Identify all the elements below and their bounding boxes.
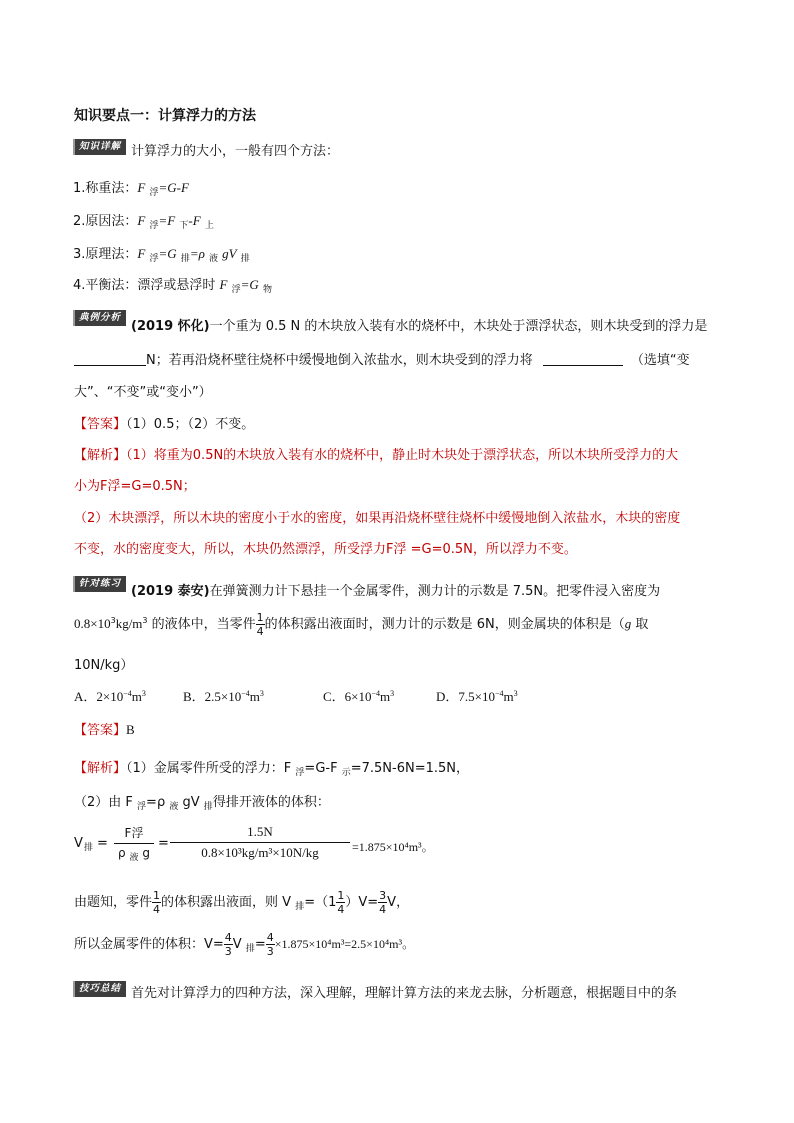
option-b-exp: −4 [241,689,250,698]
sub-pai: 排 [203,802,213,812]
option-c[interactable] [323,686,394,705]
sub-shi: 示 [341,768,351,778]
sub-pai: 排 [240,254,250,264]
sub-fu: 浮 [231,285,241,295]
method-4-label: 4.平衡法：漂浮或悬浮时 [73,278,216,293]
option-a-base: A．2×10 [74,689,124,704]
analysis-4-mid: ）V= [345,895,379,910]
frac-den: 3 [266,945,274,958]
example-line-1 [131,315,707,334]
practice-text-1: 在弹簧测力计下悬挂一个金属零件，测力计的示数是 7.5N。把零件浸入密度为 [209,584,661,599]
sub-fu: 浮 [149,188,159,198]
practice-text-2f: 取 [631,617,649,632]
sup-3: 3 [110,616,116,625]
frac-num: 1 [153,889,161,902]
example-text-1: 一个重为 0.5 N 的木块放入装有水的烧杯中，木块处于漂浮状态，则木块受到的浮力是 [209,319,708,334]
option-d-exp: −4 [494,689,504,698]
option-d-base: D．7.5×10 [436,689,495,704]
method-1-label: 1.称重法： [73,181,138,196]
frac-den: 3 [224,945,232,958]
analysis-2-eq: =ρ [146,795,166,810]
example-text-2-tail: （选填“变 [630,353,690,368]
analysis-2-text: （2）由 F [74,795,133,810]
analysis-4-text-1: 由题知，零件 [74,895,153,910]
sub-fu: 浮 [137,802,147,812]
formula-eq: = [97,836,108,851]
formula-result: =1.875×10⁴m³。 [352,840,434,854]
practice-source: (2019 泰安) [131,584,210,599]
answer-label: 【答案】 [74,417,127,432]
option-a-unit: m [131,689,142,704]
option-b-uexp: 3 [259,689,264,698]
frac-num: 4 [266,931,274,944]
symbol-F: F [219,277,228,292]
formula-frac-1-den [114,844,154,863]
sub-fu: 浮 [149,254,159,264]
sub-pai: 排 [245,944,255,954]
example-line-2 [74,349,690,368]
example-analysis-3: （2）木块漂浮，所以木块的密度小于水的密度，如果再沿烧杯壁往烧杯中缓慢地倒入浓盐水，木块的密度 [74,511,681,526]
method-3-formula-b: =ρ [189,246,205,261]
option-a[interactable] [74,686,146,705]
formula-frac-1-num: F浮 [114,824,154,844]
practice-density: 0.8×10 [74,616,111,631]
example-line-3: 大”、“不变”或“变小”） [74,385,212,400]
fraction-one-quarter-2 [152,890,161,915]
option-c-base: C．6×10 [323,689,372,704]
example-answer-text: （1）0.5；（2）不变。 [126,417,255,432]
example-analysis-4: 不变，水的密度变大，所以，木块仍然漂浮，所受浮力F浮 =G=0.5N，所以浮力不变。 [74,542,577,557]
symbol-g: g [142,846,150,860]
frac-num: 3 [379,889,387,902]
symbol-rho: ρ [118,846,126,860]
sub-wu: 物 [262,285,272,295]
frac-den: 4 [337,903,345,916]
tag-example-analysis: 典例分析 [73,310,126,326]
practice-analysis-5 [74,932,414,957]
tag-skill-summary: 技巧总结 [73,981,126,997]
option-b-base: B．2.5×10 [183,689,242,704]
method-1-formula: =G-F [158,180,189,195]
analysis-4-end: V， [387,895,410,910]
analysis-2-gv: gV [182,795,200,810]
analysis-1-eq: =G-F [304,761,338,776]
analysis-5-text: 所以金属零件的体积：V= [74,937,224,952]
example-source: (2019 怀化) [131,319,210,334]
analysis-label: 【解析】 [74,761,127,776]
practice-line-3: 10N/kg） [74,658,134,673]
frac-num: 4 [224,931,232,944]
example-text-2: N；若再沿烧杯壁往烧杯中缓慢地倒入浓盐水，则木块受到的浮力将 [146,353,533,368]
section-heading: 知识要点一：计算浮力的方法 [74,108,256,124]
practice-text-2d: 的体积露出液面时，测力计的示数是 6N，则金属块的体积是（ [264,617,625,632]
frac-den: 4 [256,625,264,638]
practice-density-unit: kg/m [115,616,143,631]
fraction-four-thirds [224,932,233,957]
method-2 [73,210,214,231]
option-c-uexp: 3 [390,689,395,698]
option-a-uexp: 3 [141,689,146,698]
intro-text: 计算浮力的大小，一般有四个方法： [131,144,340,159]
answer-blank-2 [543,353,623,366]
frac-den: 4 [153,903,161,916]
sub-xia: 下 [179,221,189,231]
analysis-5-rest: ×1.875×10⁴m³=2.5×10⁴m³。 [274,937,415,951]
sub-pai: 排 [295,902,305,912]
symbol-F: F [137,180,146,195]
frac-num: 1 [337,889,345,902]
example-analysis-2: 小为F浮=G=0.5N； [74,479,196,494]
example-analysis-1 [74,444,678,463]
sub-pai: 排 [180,254,190,264]
tag-targeted-practice: 针对练习 [73,576,126,592]
method-4 [73,274,272,295]
sub-ye: 液 [129,853,139,863]
sub-fu: 浮 [149,221,159,231]
fraction-four-thirds-2 [266,932,275,957]
analysis-1-text: （1）金属零件所受的浮力：F [126,761,292,776]
method-2-formula: =F [158,213,176,228]
sub-fu: 浮 [295,768,305,778]
option-c-unit: m [380,689,391,704]
formula-frac-2-den: 0.8×10³kg/m³×10N/kg [201,845,319,860]
option-b[interactable] [183,686,264,705]
formula-V: V [74,836,83,851]
practice-answer-text: B [126,722,135,737]
answer-blank-1 [74,353,146,366]
practice-text-2c: 的液体中，当零件 [147,617,256,632]
sup-3: 3 [142,616,148,625]
method-1 [73,177,189,198]
analysis-4-eq: =（1 [304,895,337,910]
method-3-formula-c: gV [222,246,237,261]
formula-frac-2 [170,824,350,861]
sub-ye: 液 [169,802,179,812]
tag-knowledge-detail: 知识详解 [73,139,126,155]
method-2-formula-b: -F [188,213,201,228]
sub-pai: 排 [84,843,94,853]
symbol-F: F [137,213,146,228]
analysis-5-eq: = [254,937,266,952]
symbol-g: g [624,616,632,631]
practice-line-2 [74,612,648,637]
analysis-text-1: （1）将重为0.5N的木块放入装有水的烧杯中，静止时木块处于漂浮状态，所以木块所受浮力的大 [126,448,679,463]
method-3-label: 3.原理法： [73,247,138,262]
example-answer [74,413,254,432]
method-3-formula: =G [158,246,177,261]
fraction-three-quarters [378,890,387,915]
practice-analysis-2 [74,791,330,812]
summary-text: 首先对计算浮力的四种方法，深入理解，理解计算方法的来龙去脉，分析题意，根据题目中的条 [131,986,678,1001]
option-a-exp: −4 [123,689,132,698]
option-c-exp: −4 [371,689,381,698]
formula-eq-2: = [158,836,169,851]
sub-shang: 上 [204,221,214,231]
analysis-1-rest: =7.5N-6N=1.5N， [350,761,469,776]
analysis-label: 【解析】 [74,448,127,463]
fraction-one-quarter [256,612,265,637]
option-b-unit: m [249,689,260,704]
option-d-unit: m [503,689,514,704]
option-d[interactable] [436,686,518,705]
practice-answer [74,719,135,738]
formula-frac-1 [114,824,154,863]
analysis-4-text-2: 的体积露出液面，则 V [161,895,292,910]
answer-label: 【答案】 [74,723,127,738]
symbol-F: F [137,246,146,261]
method-3 [73,243,250,264]
practice-line-1 [131,580,660,599]
practice-analysis-4 [74,890,409,915]
option-d-uexp: 3 [513,689,518,698]
method-4-formula: =G [240,277,259,292]
method-2-label: 2.原因法： [73,214,138,229]
analysis-2-rest: 得排开液体的体积： [212,795,330,810]
formula-frac-2-num: 1.5N [170,824,350,843]
frac-den: 4 [379,903,387,916]
frac-num: 1 [256,611,264,624]
sub-ye: 液 [209,254,219,264]
analysis-5-v: V [232,937,242,952]
practice-analysis-1 [74,757,469,778]
